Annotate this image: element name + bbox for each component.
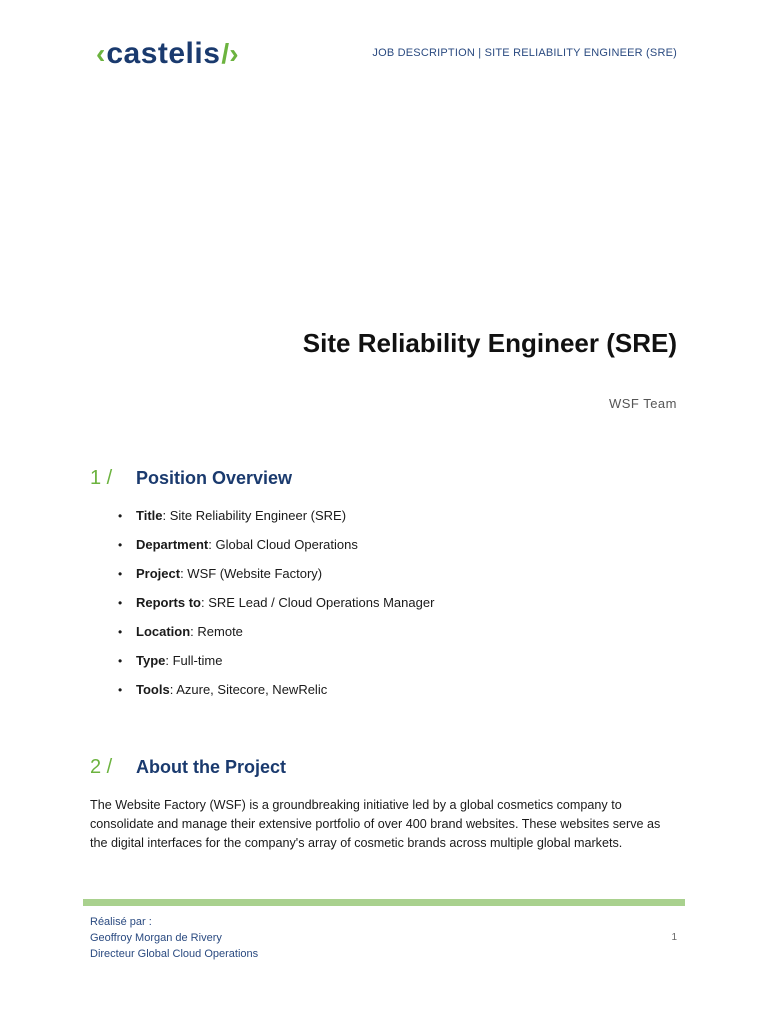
item-key: Title bbox=[136, 508, 163, 523]
list-item bbox=[118, 652, 434, 681]
list-item bbox=[118, 507, 434, 536]
item-key: Tools bbox=[136, 682, 170, 697]
item-value: : Azure, Sitecore, NewRelic bbox=[169, 682, 328, 697]
section-title: Position Overview bbox=[136, 468, 293, 488]
item-key: Project bbox=[136, 566, 181, 581]
list-item bbox=[118, 565, 434, 594]
item-key: Type bbox=[136, 653, 166, 668]
item-value: : SRE Lead / Cloud Operations Manager bbox=[201, 595, 435, 610]
logo-right-bracket: /› bbox=[221, 38, 239, 69]
page-number: 1 bbox=[671, 932, 677, 943]
section-title: About the Project bbox=[136, 757, 287, 777]
list-item bbox=[118, 681, 434, 710]
section-heading-about-project bbox=[90, 756, 286, 779]
section-heading-position-overview bbox=[90, 467, 292, 490]
footer-author-name: Geoffroy Morgan de Rivery bbox=[90, 932, 222, 944]
section-number: 1 / bbox=[90, 467, 113, 489]
item-value: : Full-time bbox=[165, 653, 223, 668]
item-value: : Global Cloud Operations bbox=[208, 537, 358, 552]
document-subtitle: WSF Team bbox=[608, 396, 677, 411]
item-key: Reports to bbox=[136, 595, 201, 610]
section-number: 2 / bbox=[90, 756, 113, 778]
item-key: Department bbox=[136, 537, 209, 552]
item-value: : Site Reliability Engineer (SRE) bbox=[162, 508, 347, 523]
item-value: : WSF (Website Factory) bbox=[180, 566, 323, 581]
list-item bbox=[118, 623, 434, 652]
footer-divider bbox=[83, 899, 685, 906]
footer-author-block bbox=[90, 914, 258, 962]
item-value: : Remote bbox=[190, 624, 243, 639]
castelis-logo bbox=[96, 36, 239, 72]
about-project-paragraph: The Website Factory (WSF) is a groundbreaking initiative led by a global cosmetics company to consolidate and manage their extensive portfolio of over 400 brand websites. These websites serve as the digital interfaces for the company's array of cosmetic brands across multiple global markets. bbox=[90, 798, 661, 850]
logo-wordmark: castelis bbox=[106, 37, 221, 70]
footer-label: Réalisé par : bbox=[90, 916, 152, 928]
footer-author-role: Directeur Global Cloud Operations bbox=[90, 948, 259, 960]
list-item bbox=[118, 536, 434, 565]
position-overview-list bbox=[118, 507, 434, 710]
document-title: Site Reliability Engineer (SRE) bbox=[302, 328, 677, 358]
header-label: JOB DESCRIPTION | SITE RELIABILITY ENGINEER (SRE) bbox=[372, 47, 677, 59]
item-key: Location bbox=[136, 624, 191, 639]
logo-left-bracket: ‹ bbox=[96, 38, 106, 69]
list-item bbox=[118, 594, 434, 623]
